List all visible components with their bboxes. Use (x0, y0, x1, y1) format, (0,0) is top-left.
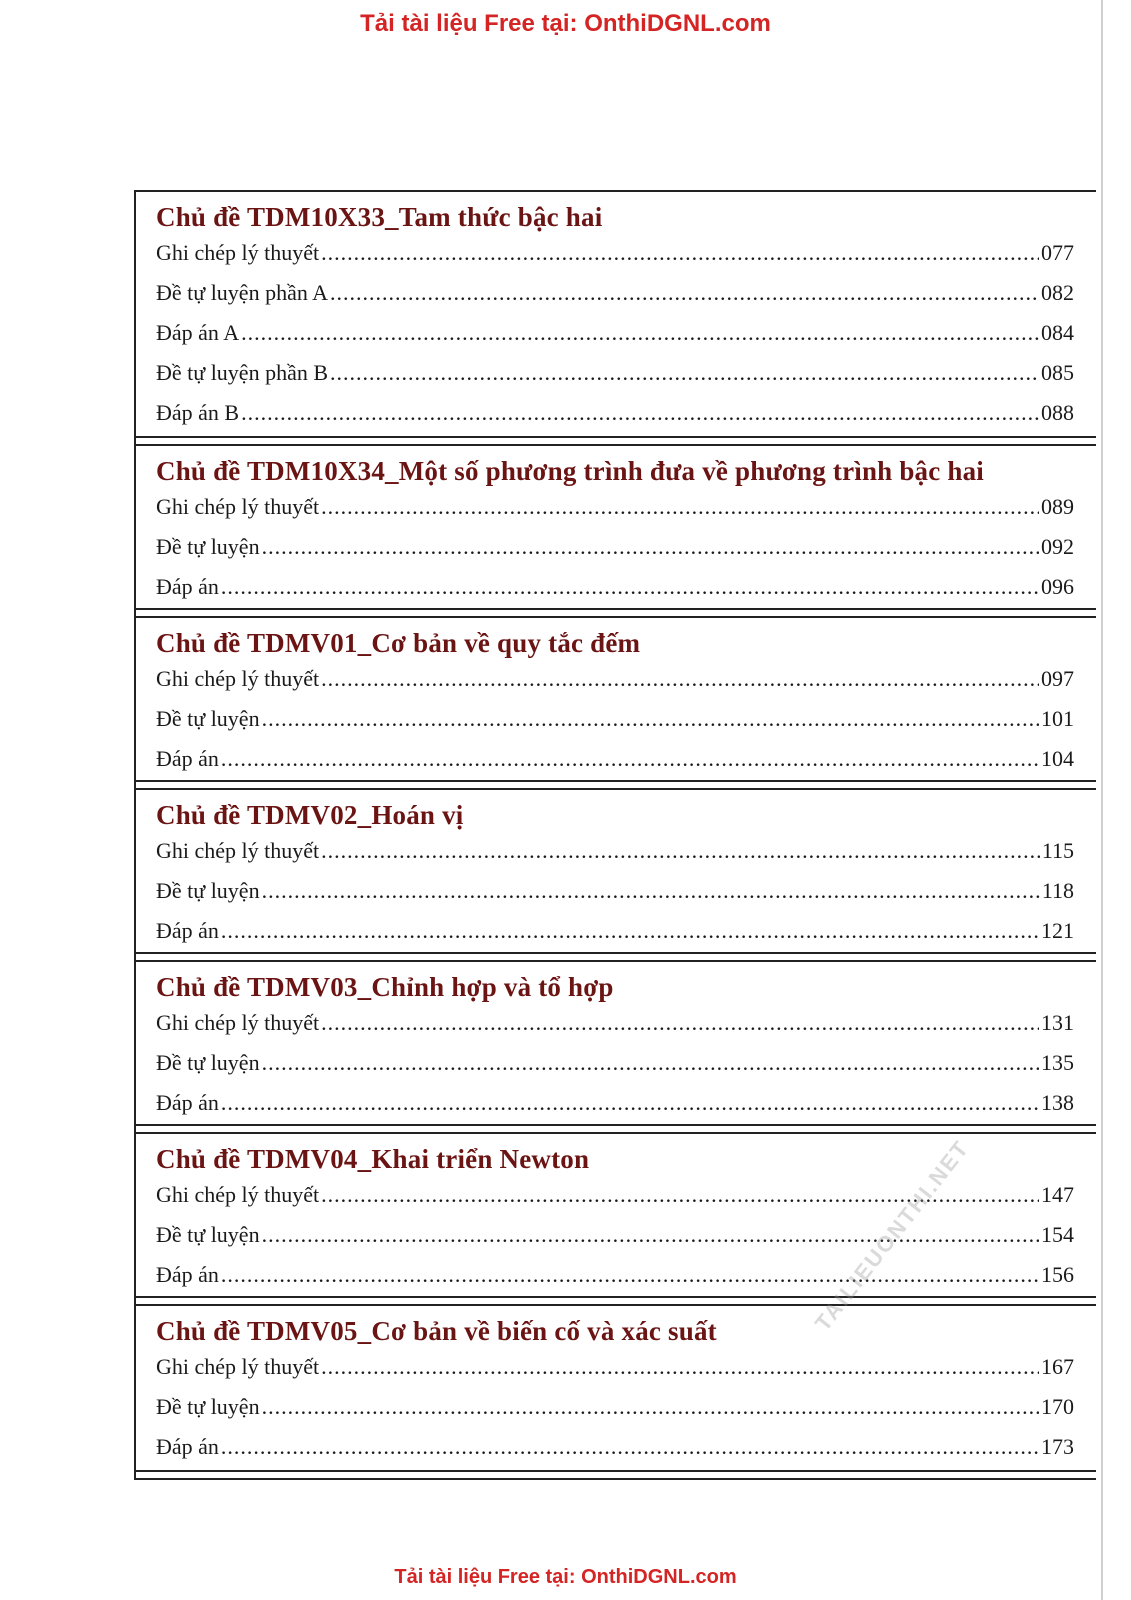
entry-label: Ghi chép lý thuyết (156, 1354, 320, 1379)
toc-entry[interactable] (156, 393, 1074, 433)
entry-page: 167 (1041, 1354, 1074, 1379)
toc-section (134, 960, 1096, 1134)
entry-page: 097 (1041, 666, 1074, 691)
toc-section (134, 616, 1096, 790)
entry-page: 131 (1041, 1010, 1074, 1035)
toc-entry[interactable] (156, 911, 1074, 951)
entry-page: 077 (1041, 240, 1074, 265)
entry-label: Đáp án B (156, 400, 240, 425)
toc-entry[interactable] (156, 1427, 1074, 1467)
toc-entry[interactable] (156, 233, 1074, 273)
toc-entry[interactable] (156, 273, 1074, 313)
entry-label: Đề tự luyện (156, 1222, 260, 1247)
dot-leader (221, 567, 1039, 607)
entry-label: Ghi chép lý thuyết (156, 838, 320, 863)
dot-leader (330, 353, 1039, 393)
toc-entry[interactable] (156, 831, 1074, 871)
toc-entry[interactable] (156, 1003, 1074, 1043)
entry-page: 147 (1041, 1182, 1074, 1207)
entry-label: Đáp án A (156, 320, 240, 345)
entry-label: Ghi chép lý thuyết (156, 494, 320, 519)
toc-entry[interactable] (156, 1387, 1074, 1427)
toc-entry[interactable] (156, 871, 1074, 911)
toc-entry[interactable] (156, 1083, 1074, 1123)
entry-page: 121 (1041, 918, 1074, 943)
entry-label: Đáp án (156, 1434, 219, 1459)
entry-label: Đề tự luyện (156, 534, 260, 559)
toc-section (134, 1304, 1096, 1480)
entry-page: 154 (1041, 1222, 1074, 1247)
toc-section (134, 788, 1096, 962)
top-banner[interactable]: Tải tài liệu Free tại: OnthiDGNL.com (360, 10, 771, 37)
section-title: Chủ đề TDMV04_Khai triển Newton (156, 1144, 590, 1174)
section-title: Chủ đề TDM10X34_Một số phương trình đưa về phương trình bậc hai (156, 456, 985, 486)
toc-entry[interactable] (156, 567, 1074, 607)
toc-entry[interactable] (156, 699, 1074, 739)
entry-page: 096 (1041, 574, 1074, 599)
section-title: Chủ đề TDMV01_Cơ bản về quy tắc đếm (156, 628, 641, 658)
entry-label: Ghi chép lý thuyết (156, 240, 320, 265)
entry-label: Ghi chép lý thuyết (156, 1010, 320, 1035)
entry-page: 101 (1041, 706, 1074, 731)
dot-leader (221, 1255, 1039, 1295)
entry-page: 115 (1041, 838, 1074, 863)
dot-leader (262, 699, 1039, 739)
dot-leader (321, 1003, 1039, 1043)
section-title: Chủ đề TDMV05_Cơ bản về biến cố và xác suất (156, 1316, 717, 1346)
entry-label: Đáp án (156, 746, 219, 771)
entry-page: 082 (1041, 280, 1074, 305)
dot-leader (221, 911, 1039, 951)
entry-label: Đề tự luyện phần B (156, 360, 329, 385)
toc-entry[interactable] (156, 487, 1074, 527)
dot-leader (241, 313, 1039, 353)
dot-leader (321, 487, 1039, 527)
toc-entry[interactable] (156, 1215, 1074, 1255)
dot-leader (330, 273, 1039, 313)
dot-leader (221, 1427, 1039, 1467)
toc-section (134, 190, 1096, 446)
entry-label: Đề tự luyện phần A (156, 280, 329, 305)
toc-entry[interactable] (156, 1043, 1074, 1083)
entry-page: 135 (1041, 1050, 1074, 1075)
page-edge (1101, 0, 1103, 1600)
dot-leader (321, 1347, 1039, 1387)
section-title: Chủ đề TDMV03_Chỉnh hợp và tổ hợp (156, 972, 614, 1002)
dot-leader (221, 739, 1039, 779)
dot-leader (262, 527, 1039, 567)
dot-leader (262, 1387, 1039, 1427)
entry-page: 092 (1041, 534, 1074, 559)
entry-page: 118 (1041, 878, 1074, 903)
dot-leader (262, 1043, 1039, 1083)
section-title: Chủ đề TDM10X33_Tam thức bậc hai (156, 202, 603, 232)
entry-label: Đề tự luyện (156, 878, 260, 903)
entry-page: 156 (1041, 1262, 1074, 1287)
dot-leader (321, 659, 1039, 699)
entry-label: Đề tự luyện (156, 1394, 260, 1419)
entry-label: Đề tự luyện (156, 1050, 260, 1075)
dot-leader (262, 1215, 1039, 1255)
entry-page: 138 (1041, 1090, 1074, 1115)
entry-label: Ghi chép lý thuyết (156, 1182, 320, 1207)
entry-page: 088 (1041, 400, 1074, 425)
watermark: TAILIEUONTHI.NET (810, 1135, 975, 1336)
entry-page: 173 (1041, 1434, 1074, 1459)
entry-label: Đáp án (156, 1090, 219, 1115)
toc-entry[interactable] (156, 1347, 1074, 1387)
dot-leader (321, 831, 1040, 871)
entry-page: 085 (1041, 360, 1074, 385)
entry-label: Đáp án (156, 918, 219, 943)
entry-page: 104 (1041, 746, 1074, 771)
toc-entry[interactable] (156, 313, 1074, 353)
toc-entry[interactable] (156, 527, 1074, 567)
entry-label: Đề tự luyện (156, 706, 260, 731)
section-title: Chủ đề TDMV02_Hoán vị (156, 800, 464, 830)
entry-label: Đáp án (156, 1262, 219, 1287)
entry-page: 170 (1041, 1394, 1074, 1419)
entry-label: Đáp án (156, 574, 219, 599)
dot-leader (221, 1083, 1039, 1123)
toc-entry[interactable] (156, 353, 1074, 393)
dot-leader (262, 871, 1040, 911)
entry-page: 089 (1041, 494, 1074, 519)
bottom-banner[interactable]: Tải tài liệu Free tại: OnthiDGNL.com (394, 1566, 737, 1588)
toc-section (134, 444, 1096, 618)
toc-entry[interactable] (156, 659, 1074, 699)
entry-page: 084 (1041, 320, 1074, 345)
dot-leader (321, 233, 1039, 273)
dot-leader (241, 393, 1039, 433)
entry-label: Ghi chép lý thuyết (156, 666, 320, 691)
toc-entry[interactable] (156, 739, 1074, 779)
toc-entry[interactable] (156, 1255, 1074, 1295)
